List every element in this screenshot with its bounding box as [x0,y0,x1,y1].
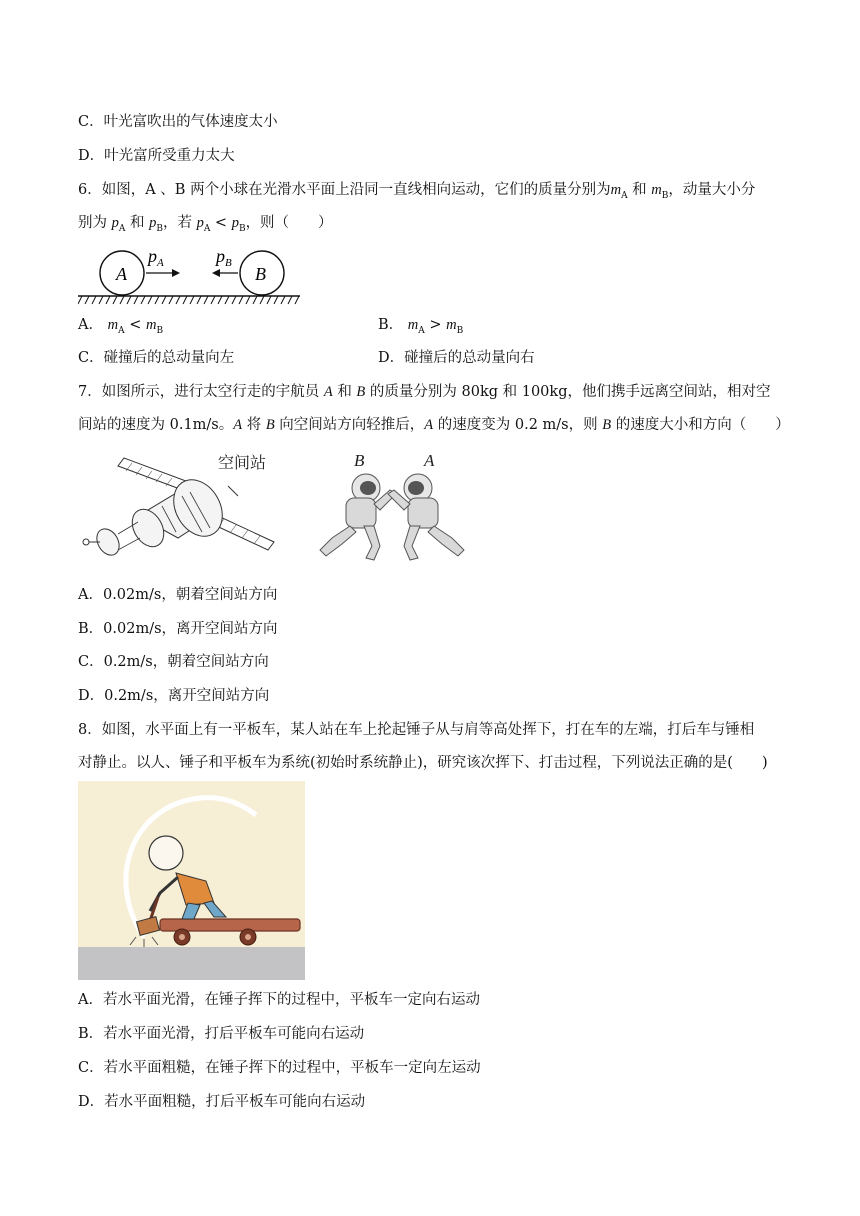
svg-text:pA: $p_A$ [148,246,164,269]
q6-option-b: B． $m_A > m_B$ [378,317,464,336]
astronaut-a-label: A [424,451,435,470]
q8-stem-line2: 对静止。以人、锤子和平板车为系统(初始时系统静止)，研究该次挥下、打击过程，下列说法正确的是( ) [78,755,768,771]
hammer-cart-figure [78,781,305,980]
q6-option-a: A． $m_A < m_B$ [78,317,164,336]
astronaut-b-label: B [354,451,365,470]
ball-a-label: A [116,264,127,284]
q8-option-b: B．若水平面光滑，打后平板车可能向右运动 [78,1026,365,1042]
q7-option-b: B．0.02m/s，离开空间站方向 [78,621,278,637]
ball-b-label: B [255,264,266,284]
q8-stem-line1: 8．如图，水平面上有一平板车，某人站在车上抡起锤子从与肩等高处挥下，打在车的左端，打后车与锤相 [78,722,755,738]
q8-option-a: A．若水平面光滑，在锤子挥下的过程中，平板车一定向右运动 [78,992,480,1008]
q6-option-d: D．碰撞后的总动量向右 [378,350,535,366]
q7-option-c: C．0.2m/s，朝着空间站方向 [78,654,269,670]
q6-figure [78,242,300,308]
q6-option-c: C．碰撞后的总动量向左 [78,350,235,366]
q7-stem-line2: 间站的速度为 0.1m/s。A 将 B 向空间站方向轻推后，A 的速度变为 0.2 m/s，则 B 的速度大小和方向（ ） [78,417,790,433]
astronauts-figure [306,446,474,564]
q7-option-d: D．0.2m/s，离开空间站方向 [78,688,270,704]
space-station-figure [78,446,288,570]
q5-option-d: D．叶光富所受重力太大 [78,148,235,164]
q8-option-d: D．若水平面粗糙，打后平板车可能向右运动 [78,1094,366,1110]
q6-stem-line1: 6．如图，A 、B 两个小球在光滑水平面上沿同一直线相向运动，它们的质量分别为$m_A$ 和 $m_B$，动量大小分 [78,182,756,201]
q6-stem-line2: 别为 $p_A$ 和 $p_B$，若 $p_A < p_B$，则（ ） [78,215,333,234]
q7-stem-line1: 7．如图所示，进行太空行走的宇航员 A 和 B 的质量分别为 80kg 和 100kg，他们携手远离空间站，相对空 [78,384,771,400]
q7-option-a: A．0.02m/s，朝着空间站方向 [78,587,278,603]
q8-option-c: C．若水平面粗糙，在锤子挥下的过程中，平板车一定向左运动 [78,1060,481,1076]
q5-option-c: C．叶光富吹出的气体速度太小 [78,114,278,130]
momentum-b-label: p [216,246,225,266]
momentum-a-label: p [148,246,157,266]
space-station-label: 空间站 [218,453,267,472]
svg-text:pB: $p_B$ [216,246,232,269]
